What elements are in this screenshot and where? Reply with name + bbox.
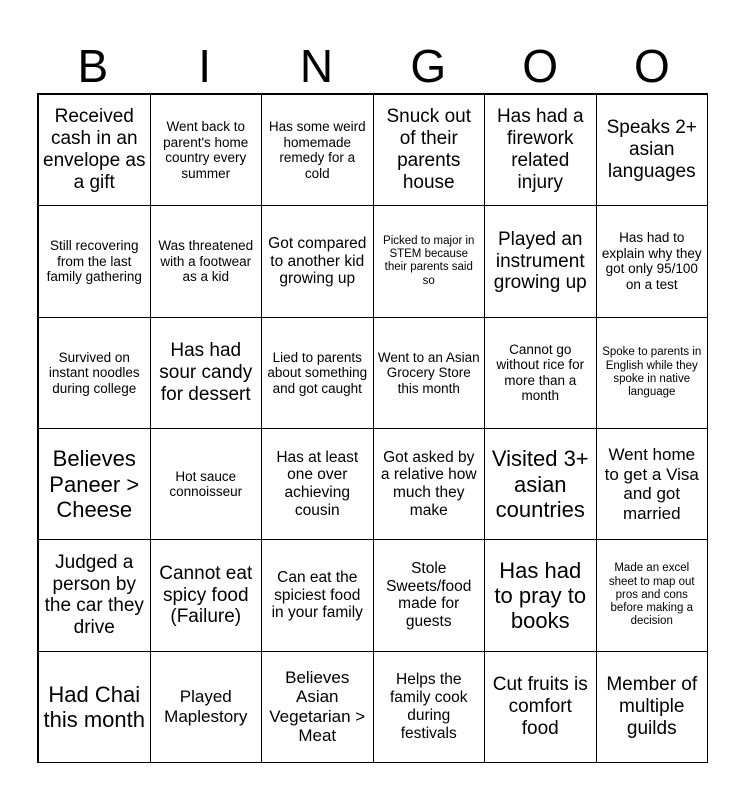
header-letter: O bbox=[522, 40, 558, 92]
bingo-cell[interactable]: Helps the family cook during festivals bbox=[373, 651, 486, 763]
bingo-cell[interactable]: Speaks 2+ asian languages bbox=[596, 94, 709, 206]
bingo-cell[interactable]: Judged a person by the car they drive bbox=[38, 539, 151, 651]
bingo-cell[interactable]: Was threatened with a footwear as a kid bbox=[150, 205, 263, 317]
header-letter: G bbox=[410, 40, 447, 92]
bingo-cell[interactable]: Got compared to another kid growing up bbox=[261, 205, 374, 317]
bingo-cell[interactable]: Has had sour candy for dessert bbox=[150, 317, 263, 429]
bingo-cell[interactable]: Cannot eat spicy food (Failure) bbox=[150, 539, 263, 651]
bingo-cell[interactable]: Cut fruits is comfort food bbox=[484, 651, 597, 763]
header-letter: N bbox=[299, 40, 334, 92]
header-letter: B bbox=[77, 40, 109, 92]
bingo-cell[interactable]: Lied to parents about something and got caught bbox=[261, 317, 374, 429]
bingo-cell[interactable]: Went back to parent's home country every summer bbox=[150, 94, 263, 206]
bingo-cell[interactable]: Stole Sweets/food made for guests bbox=[373, 539, 486, 651]
bingo-cell[interactable]: Had Chai this month bbox=[38, 651, 151, 763]
bingo-cell[interactable]: Snuck out of their parents house bbox=[373, 94, 486, 206]
bingo-cell[interactable]: Cannot go without rice for more than a month bbox=[484, 317, 597, 429]
bingo-cell[interactable]: Hot sauce connoisseur bbox=[150, 428, 263, 540]
bingo-cell[interactable]: Can eat the spiciest food in your family bbox=[261, 539, 374, 651]
bingo-cell[interactable]: Has had to pray to books bbox=[484, 539, 597, 651]
bingo-cell[interactable]: Believes Asian Vegetarian > Meat bbox=[261, 651, 374, 763]
bingo-cell[interactable]: Believes Paneer > Cheese bbox=[38, 428, 151, 540]
bingo-cell[interactable]: Has at least one over achieving cousin bbox=[261, 428, 374, 540]
bingo-cell[interactable]: Visited 3+ asian countries bbox=[484, 428, 597, 540]
bingo-cell[interactable]: Received cash in an envelope as a gift bbox=[38, 94, 151, 206]
bingo-cell[interactable]: Played Maplestory bbox=[150, 651, 263, 763]
bingo-cell[interactable]: Went to an Asian Grocery Store this month bbox=[373, 317, 486, 429]
bingo-cell[interactable]: Still recovering from the last family gathering bbox=[38, 205, 151, 317]
bingo-cell[interactable]: Has had a firework related injury bbox=[484, 94, 597, 206]
bingo-cell[interactable]: Made an excel sheet to map out pros and cons before making a decision bbox=[596, 539, 709, 651]
bingo-cell[interactable]: Has had to explain why they got only 95/100 on a test bbox=[596, 205, 709, 317]
bingo-cell[interactable]: Played an instrument growing up bbox=[484, 205, 597, 317]
bingo-cell[interactable]: Spoke to parents in English while they spoke in native language bbox=[596, 317, 709, 429]
bingo-cell[interactable]: Member of multiple guilds bbox=[596, 651, 709, 763]
bingo-cell[interactable]: Has some weird homemade remedy for a cold bbox=[261, 94, 374, 206]
header-letter: O bbox=[634, 40, 670, 92]
bingo-board bbox=[37, 93, 708, 763]
bingo-header bbox=[37, 38, 708, 94]
bingo-cell[interactable]: Got asked by a relative how much they make bbox=[373, 428, 486, 540]
bingo-cell[interactable]: Went home to get a Visa and got married bbox=[596, 428, 709, 540]
bingo-cell[interactable]: Picked to major in STEM because their parents said so bbox=[373, 205, 486, 317]
bingo-cell[interactable]: Survived on instant noodles during college bbox=[38, 317, 151, 429]
header-letter: I bbox=[198, 40, 212, 92]
